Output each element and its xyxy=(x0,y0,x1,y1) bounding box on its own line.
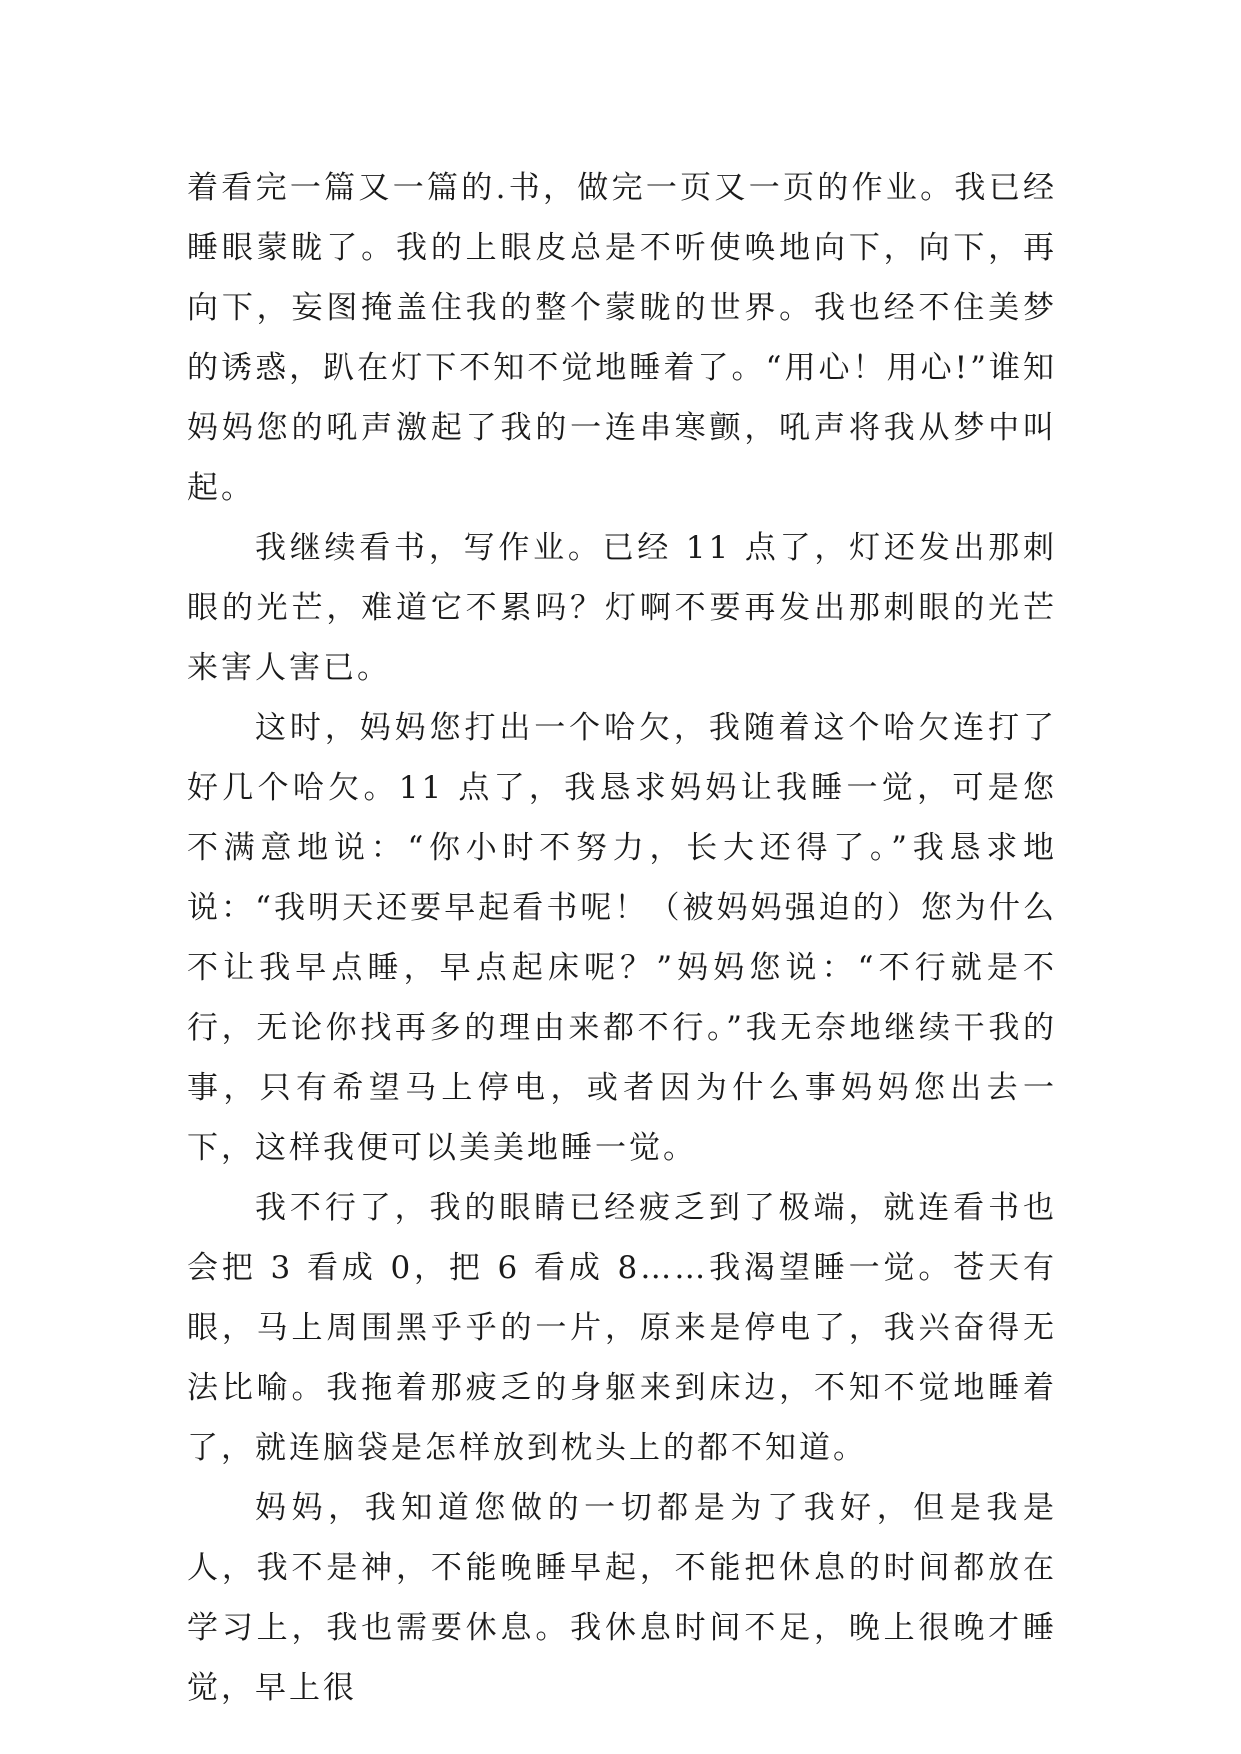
paragraph-4: 我不行了，我的眼睛已经疲乏到了极端，就连看书也会把 3 看成 0，把 6 看成 8……我渴望睡一觉。苍天有眼，马上周围黑乎乎的一片，原来是停电了，我兴奋得无法比喻。我拖着那疲乏的身躯来到床边，不知不觉地睡着了，就连脑袋是怎样放到枕头上的都不知道。 xyxy=(187,1190,1057,1466)
paragraph-5: 妈妈，我知道您做的一切都是为了我好，但是我是人，我不是神，不能晚睡早起，不能把休息的时间都放在学习上，我也需要休息。我休息时间不足，晚上很晚才睡觉，早上很 xyxy=(187,1490,1057,1706)
paragraph-1: 着看完一篇又一篇的.书，做完一页又一页的作业。我已经睡眼蒙眬了。我的上眼皮总是不听使唤地向下，向下，再向下，妄图掩盖住我的整个蒙眬的世界。我也经不住美梦的诱惑，趴在灯下不知不觉地睡着了。“用心！用心!”谁知妈妈您的吼声激起了我的一连串寒颤，吼声将我从梦中叫起。 xyxy=(187,170,1057,506)
document-page xyxy=(187,158,1057,1718)
paragraph-2: 我继续看书，写作业。已经 11 点了，灯还发出那刺眼的光芒，难道它不累吗？灯啊不要再发出那刺眼的光芒来害人害已。 xyxy=(187,530,1057,686)
paragraph-3: 这时，妈妈您打出一个哈欠，我随着这个哈欠连打了好几个哈欠。11 点了，我恳求妈妈让我睡一觉，可是您不满意地说：“你小时不努力，长大还得了。”我恳求地说：“我明天还要早起看书呢！（被妈妈强迫的）您为什么不让我早点睡，早点起床呢？”妈妈您说：“不行就是不行，无论你找再多的理由来都不行。”我无奈地继续干我的事，只有希望马上停电，或者因为什么事妈妈您出去一下，这样我便可以美美地睡一觉。 xyxy=(187,710,1057,1166)
